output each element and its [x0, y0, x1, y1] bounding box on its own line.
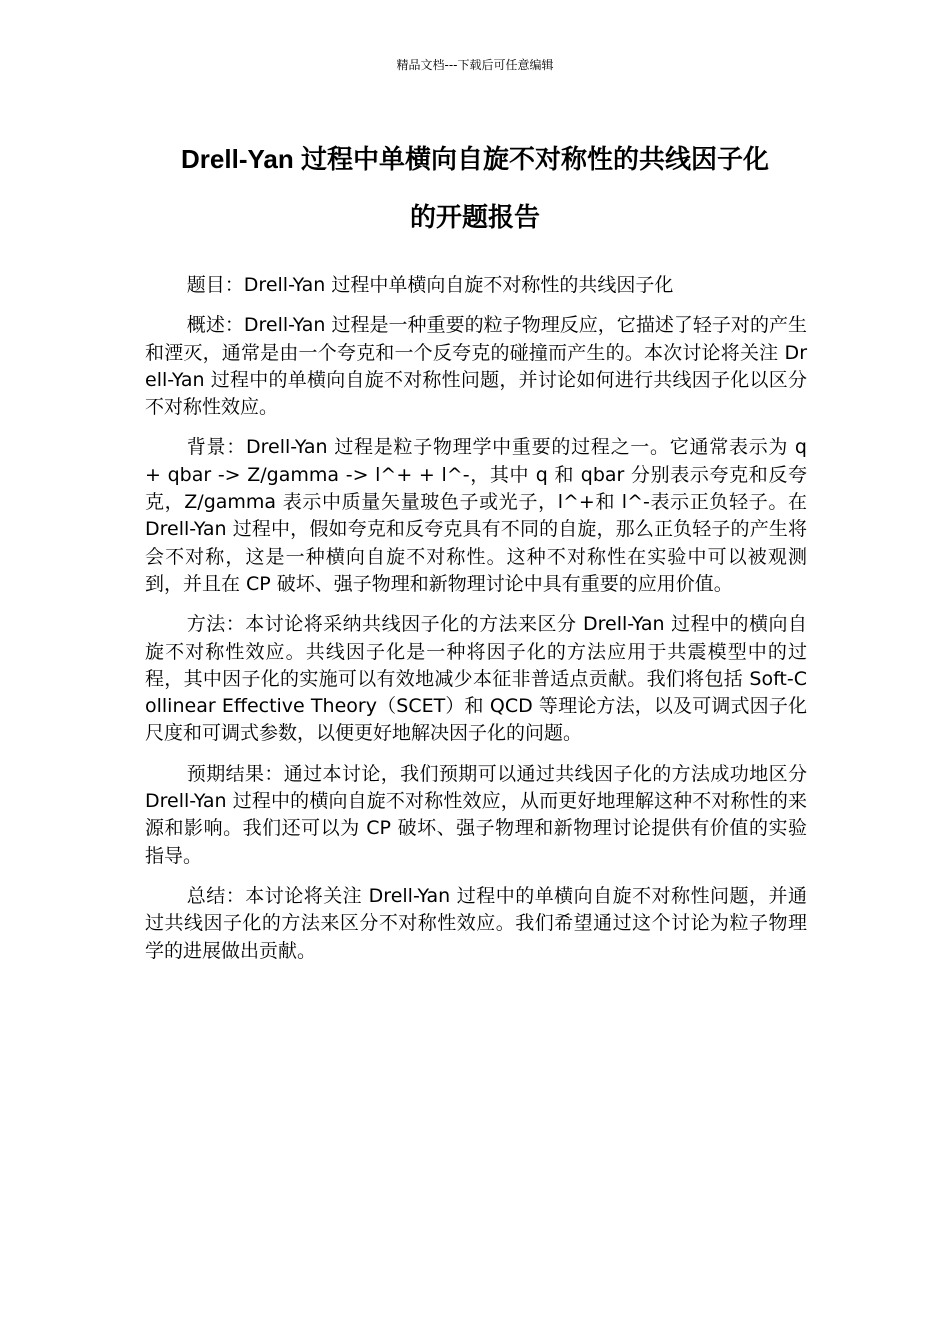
document-title-line-2: 的开题报告	[409, 202, 540, 232]
paragraph-topic: 题目：Drell-Yan 过程中单横向自旋不对称性的共线因子化	[186, 274, 674, 296]
paragraph-method: 方法：本讨论将采纳共线因子化的方法来区分 Drell-Yan 过程中的横向自旋不对称性效应。共线因子化是一种将因子化的方法应用于共震模型中的过程，其中因子化的实施可以有效地减少本征非普适点贡献。我们将包括 Soft-Collinear Effective Theory（SCET）和 QCD 等理论方法，以及可调式因子化尺度和可调式参数，以便更好地解决因子化的问题。	[145, 613, 807, 745]
document-title-line-1: Drell-Yan 过程中单横向自旋不对称性的共线因子化	[181, 144, 769, 174]
page-header: 精品文档---下载后可任意编辑	[396, 58, 554, 72]
paragraph-background: 背景：Drell-Yan 过程是粒子物理学中重要的过程之一。它通常表示为 q + qbar -> Z/gamma -> l^+ + l^-，其中 q 和 qbar 分别表示夸克和反夸克，Z/gamma 表示中质量矢量玻色子或光子，l^+和 l^-表示正负轻子。在 Drell-Yan 过程中，假如夸克和反夸克具有不同的自旋，那么正负轻子的产生将会不对称，这是一种横向自旋不对称性。这种不对称性在实验中可以被观测到，并且在 CP 破坏、强子物理和新物理讨论中具有重要的应用价值。	[145, 436, 807, 595]
document-title	[145, 130, 805, 246]
paragraph-overview: 概述：Drell-Yan 过程是一种重要的粒子物理反应，它描述了轻子对的产生和湮灭，通常是由一个夸克和一个反夸克的碰撞而产生的。本次讨论将关注 Drell-Yan 过程中的单横向自旋不对称性问题，并讨论如何进行共线因子化以区分不对称性效应。	[145, 314, 807, 419]
paragraph-summary: 总结：本讨论将关注 Drell-Yan 过程中的单横向自旋不对称性问题，并通过共线因子化的方法来区分不对称性效应。我们希望通过这个讨论为粒子物理学的进展做出贡献。	[145, 884, 807, 962]
paragraph-expected-results: 预期结果：通过本讨论，我们预期可以通过共线因子化的方法成功地区分 Drell-Yan 过程中的横向自旋不对称性效应，从而更好地理解这种不对称性的来源和影响。我们还可以为 CP 破坏、强子物理和新物理讨论提供有价值的实验指导。	[145, 762, 807, 867]
document-body	[145, 272, 807, 978]
